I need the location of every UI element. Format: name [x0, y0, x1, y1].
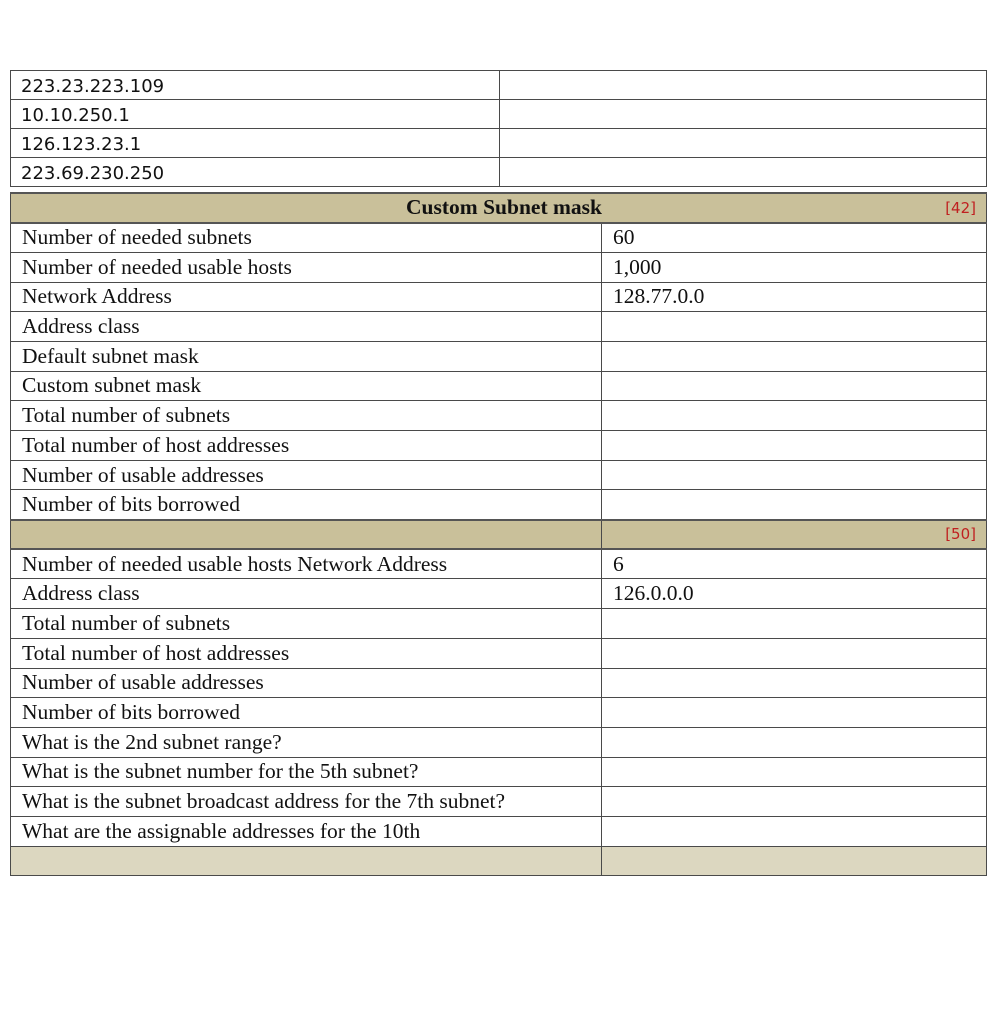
marks-badge: [42] — [945, 198, 976, 217]
answer-cell[interactable] — [500, 71, 987, 100]
worksheet-row — [11, 698, 987, 728]
question-label: Number of bits borrowed — [11, 698, 602, 728]
ip-row — [11, 100, 987, 129]
question-label: What is the subnet number for the 5th subnet? — [11, 757, 602, 787]
ip-row — [11, 71, 987, 100]
section-title-cell — [11, 193, 987, 223]
marks-badge: [50] — [945, 525, 976, 544]
section-header-row — [11, 193, 987, 223]
worksheet-row — [11, 787, 987, 817]
question-label: Network Address — [11, 282, 602, 312]
question-label: Number of bits borrowed — [11, 490, 602, 520]
subnet-worksheet-table — [10, 192, 987, 876]
worksheet-row — [11, 312, 987, 342]
ip-address-table — [10, 70, 987, 187]
worksheet-row — [11, 638, 987, 668]
answer-cell[interactable] — [602, 460, 987, 490]
answer-cell[interactable] — [500, 158, 987, 187]
section-title-cell — [11, 520, 602, 550]
answer-cell[interactable] — [602, 431, 987, 461]
answer-cell[interactable] — [602, 341, 987, 371]
worksheet-row — [11, 816, 987, 846]
table-footer-row — [11, 846, 987, 876]
question-label: Custom subnet mask — [11, 371, 602, 401]
section-title: Custom Subnet mask — [406, 195, 602, 220]
section-header-row — [11, 520, 987, 550]
worksheet-row — [11, 223, 987, 253]
answer-cell[interactable] — [602, 757, 987, 787]
answer-cell[interactable] — [602, 312, 987, 342]
ip-address-cell: 126.123.23.1 — [11, 129, 500, 158]
answer-cell[interactable]: 1,000 — [602, 252, 987, 282]
question-label: What is the subnet broadcast address for the 7th subnet? — [11, 787, 602, 817]
worksheet-row — [11, 490, 987, 520]
question-label: Number of needed usable hosts — [11, 252, 602, 282]
worksheet-row — [11, 401, 987, 431]
worksheet-row — [11, 341, 987, 371]
answer-cell[interactable] — [602, 727, 987, 757]
ip-address-cell: 223.23.223.109 — [11, 71, 500, 100]
ip-address-cell: 223.69.230.250 — [11, 158, 500, 187]
footer-cell — [11, 846, 602, 876]
answer-cell[interactable] — [602, 816, 987, 846]
question-label: Total number of host addresses — [11, 638, 602, 668]
section-marks-cell — [602, 520, 987, 550]
answer-cell[interactable] — [602, 609, 987, 639]
ip-address-cell: 10.10.250.1 — [11, 100, 500, 129]
question-label: Total number of subnets — [11, 609, 602, 639]
worksheet-row — [11, 668, 987, 698]
worksheet-row — [11, 757, 987, 787]
question-label: What are the assignable addresses for the 10th — [11, 816, 602, 846]
question-label: Number of needed usable hosts Network Address — [11, 549, 602, 579]
footer-cell — [602, 846, 987, 876]
worksheet-row — [11, 727, 987, 757]
ip-row — [11, 158, 987, 187]
question-label: Number of usable addresses — [11, 668, 602, 698]
answer-cell[interactable] — [602, 787, 987, 817]
worksheet-row — [11, 609, 987, 639]
answer-cell[interactable] — [602, 698, 987, 728]
answer-cell[interactable] — [602, 638, 987, 668]
answer-cell[interactable]: 60 — [602, 223, 987, 253]
answer-cell[interactable] — [500, 100, 987, 129]
worksheet-row — [11, 252, 987, 282]
worksheet-row — [11, 579, 987, 609]
worksheet-row — [11, 431, 987, 461]
question-label: Address class — [11, 312, 602, 342]
answer-cell[interactable] — [602, 371, 987, 401]
answer-cell[interactable]: 128.77.0.0 — [602, 282, 987, 312]
question-label: What is the 2nd subnet range? — [11, 727, 602, 757]
worksheet-row — [11, 460, 987, 490]
question-label: Number of usable addresses — [11, 460, 602, 490]
answer-cell[interactable]: 126.0.0.0 — [602, 579, 987, 609]
answer-cell[interactable] — [602, 490, 987, 520]
question-label: Total number of subnets — [11, 401, 602, 431]
worksheet-row — [11, 371, 987, 401]
ip-row — [11, 129, 987, 158]
question-label: Default subnet mask — [11, 341, 602, 371]
question-label: Total number of host addresses — [11, 431, 602, 461]
answer-cell[interactable] — [602, 401, 987, 431]
question-label: Number of needed subnets — [11, 223, 602, 253]
answer-cell[interactable] — [602, 668, 987, 698]
worksheet-row — [11, 282, 987, 312]
worksheet-row — [11, 549, 987, 579]
question-label: Address class — [11, 579, 602, 609]
answer-cell[interactable] — [500, 129, 987, 158]
answer-cell[interactable]: 6 — [602, 549, 987, 579]
